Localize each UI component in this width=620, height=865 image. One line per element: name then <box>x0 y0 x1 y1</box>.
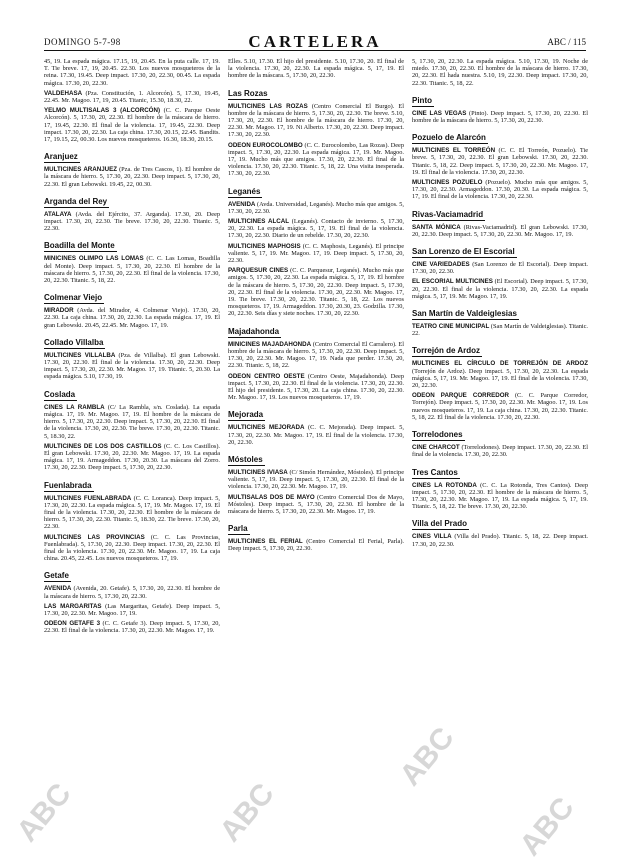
cinema-name: ODEON PARQUE CORREDOR <box>412 392 509 400</box>
cinema-name: MULTICINES EL FERIAL <box>228 538 303 546</box>
listing-text: (Centro Oeste, Majadahonda). Deep impact. 5, 17.30, 20, 22.30. El final de la violencia. 17.30, 20, 22.30. El hijo del presidente. 5, 17.30, 20. La caja china. 17.30, 20, 22.30. Mr. Magoo. 17, 19. Los nuevos mosqueteros. 17, 19. <box>228 372 404 402</box>
town-heading: Mejorada <box>228 410 264 420</box>
listing-text: (Avenida, 20. Getafe). 5, 17.30, 20, 22.30. El hombre de la máscara de hierro. 5, 17.30, 20, 22.30. <box>44 585 220 600</box>
cinema-listing <box>412 392 588 421</box>
town-heading: Tres Cantos <box>412 467 458 477</box>
listing-text: (Centro Comercial El Burgo). El hombre de la máscara de hierro. 5, 17.30, 20, 22.30. Tie breve. 5.10, 17.30, 20, 22.30. El hombre de la máscara de hierro. 17.30, 20, 22.30. Mr. Magoo. 17, 19. Ni Alberto. 17.30, 20, 22.30. Deep impact. 17.30, 20, 22.30. <box>228 102 404 139</box>
town-heading: Móstoles <box>228 454 263 464</box>
town-heading: Coslada <box>44 389 76 399</box>
cinema-listing <box>412 482 588 511</box>
watermark-logo: ABC <box>393 721 461 793</box>
cinema-listing <box>44 534 220 563</box>
town-heading: Collado Villalba <box>44 337 104 347</box>
town-heading: San Martín de Valdeiglesias <box>412 309 517 319</box>
page-header <box>44 32 586 51</box>
listing-text: (C. C. Las Provincias, Fuenlabrada). 5, 17.30, 20, 22.30. Deep impact. 17.30, 20, 22.30. El final de la violencia. 17.30, 20, 22.30. Mr. Magoo. 17, 19. La caja china. 20.45, 22.45. Los nuevos mosqueteros. 17, 19. <box>44 533 220 563</box>
listing-text: Elles. 5.10, 17.30. El hijo del presidente. 5.10, 17.30, 20. El final de la violencia. 17.30, 20, 22.30. La espada mágica. 5, 17, 19. El hombre de la máscara. 5, 17.30, 20, 22.30. <box>228 58 404 80</box>
listing-text: (Rivas-Vaciamadrid). El gran Lebowski. 17.30, 20, 22.30. Deep impact. 5, 17.30, 20, 22.30. Mr. Magoo. 17, 19. <box>412 223 588 238</box>
listing-text: (C. C. Los Castillos). El gran Lebowski. 17.30, 20, 22.30. Mr. Magoo. 17, 19. La espada mágica. 17, 19. Armageddon. 17.30, 20.30. La máscara del Zorro. 17.30, 20, 22.30. Deep impact. 5, 17.30, 20, 22.30. <box>44 442 220 472</box>
cinema-listing <box>228 201 404 215</box>
listing-text: (Villa del Prado). Titanic. 5, 18, 22. Deep impact. 17.30, 20, 22.30. <box>412 533 588 548</box>
listing-text: (C. C. Mejorada). Deep impact. 5, 17.30, 20, 22.30. Mr. Magoo. 17, 19. El final de la violencia. 17.30, 20, 22.30. <box>228 424 404 446</box>
town-heading: Getafe <box>44 571 69 581</box>
cinema-listing <box>228 373 404 402</box>
town-heading: Boadilla del Monte <box>44 241 115 251</box>
cinema-name: MULTICINES FUENLABRADA <box>44 494 132 502</box>
town-heading: Torrelodones <box>412 430 463 440</box>
cinema-listing <box>228 341 404 370</box>
cinema-name: LAS MARGARITAS <box>44 602 102 610</box>
cinema-listing <box>44 58 220 87</box>
cinema-listing <box>44 211 220 233</box>
listing-text: (El Escorial). Deep impact. 5, 17.30, 20, 22.30. El final de la violencia. 17.30, 20, 22.30. La espada mágica. 5, 17, 19. Mr. Magoo. 17, 19. <box>412 278 588 300</box>
town-heading: Rivas-Vaciamadrid <box>412 209 484 219</box>
watermark-logo: ABC <box>513 791 581 863</box>
cinema-name: YELMO MULTISALAS 3 (ALCORCÓN) <box>44 107 161 115</box>
listing-text: (Pinto). Deep impact. 5, 17.30, 20, 22.30. El hombre de la máscara de hierro. 5, 17.30, 20, 22.30. <box>412 109 588 125</box>
cinema-name: MULTICINES LAS ROZAS <box>228 102 308 110</box>
listing-text: (Centro Comercial El Ferial, Parla). Deep impact. 5, 17.30, 20, 22.30. <box>228 538 404 553</box>
cinema-name: MULTICINES EL TORREÓN <box>412 147 496 155</box>
listing-text: (Torrejón de Ardoz). Deep impact. 5, 17.30, 20, 22.30. La espada mágica. 5, 17, 19. Mr. Magoo. 17, 19. El final de la violencia. 17.30, 20, 22.30. <box>412 367 588 390</box>
cinema-name: CINE VARIEDADES <box>412 261 470 269</box>
cinema-name: MULTICINES LAS PROVINCIAS <box>44 533 145 541</box>
cinema-name: TEATRO CINE MUNICIPAL <box>412 323 490 331</box>
listing-text: (Centro Comercial El Carralero). El hombre de la máscara de hierro. 5, 17.30, 20, 22.30. Deep impact. 5, 17.30, 20, 22.30. Mr. Magoo. 17, 19. Nada que perder. 17.30, 20, 22.30. Titanic. 5, 18, 22. <box>228 340 404 370</box>
cinema-listing <box>228 538 404 552</box>
issue-date: DOMINGO 5-7-98 <box>44 37 121 47</box>
cinema-name: SANTA MÓNICA <box>412 223 461 231</box>
listing-text: (Pza. Constitución, 1. Alcorcón). 5, 17.30, 19.45, 22.45. Mr. Magoo. 17, 19, 20.45. Titanic, 15.30, 18.30, 22. <box>44 89 220 105</box>
cinema-name: ODEON GETAFE 3 <box>44 620 101 628</box>
cinema-name: MULTICINES MAPHOSIS <box>228 242 301 250</box>
column-center <box>228 58 404 858</box>
town-heading: Leganés <box>228 186 261 196</box>
town-heading: Parla <box>228 524 248 534</box>
listing-text: (Pozuelo). Mucho más que amigos. 5, 17.30, 20, 22.30. Armageddon. 17.30, 20.30. La espada mágica. 5, 17, 19. El final de la violencia. 17.30, 20, 22.30. <box>412 179 588 201</box>
cinema-name: ODEON CENTRO OESTE <box>228 372 305 380</box>
listing-text: (C. C. Loranca). Deep impact. 5, 17.30, 20, 22.30. La espada mágica. 5, 17, 19. Mr. Magoo. 17, 19. El final de la violencia. 17.30, 20, 22.30. El hombre de la máscara de hierro. 5, 17.30, 20, 22.30. Titanic. 5, 18.30, 22. Tie breve. 17.30, 20, 22.30. <box>44 494 220 531</box>
listing-text: (C. C. Parquesur, Leganés). Mucho más que amigos. 5, 17.30, 20, 22.30. La espada mágica. 5, 17, 19. El hombre de la máscara de hierro. 5, 17.30, 20, 22.30. Deep impact. 5, 17.30, 20, 22.30. El final de la violencia. 17.30, 20, 22.30. Mr. Magoo. 17, 19. Tie breve. 17.30, 20, 22.30. Titanic. 5, 18, 22. Los nuevos mosqueteros. 17, 19. Armageddon. 17.30, 20.30, 23. Godzilla. 17.30, 20, 22.30. Seis días y siete noches. 17.30, 20, 22.30. <box>228 267 404 318</box>
watermark-logo: ABC <box>10 777 78 849</box>
cinema-name: MINICINES MAJADAHONDA <box>228 340 312 348</box>
listing-text: (Las Margaritas, Getafe). Deep impact. 5, 17.30, 20, 22.30. Mr. Magoo. 17, 19. <box>44 602 220 617</box>
cinema-listing <box>44 166 220 188</box>
listing-text: (San Lorenzo de El Escorial). Deep impact. 17.30, 20, 22.30. <box>412 261 588 276</box>
listing-text: (C. C. Maphosis, Leganés). El principe valiente. 5, 17, 19. Mr. Magoo. 17, 19. Deep impact. 5, 17.30, 20, 22.30. <box>228 242 404 265</box>
listing-text: (C. C. Las Lomas, Boadilla del Monte). Deep impact. 5, 17.30, 20, 22.30. El hombre de la máscara de hierro. 5, 17.30, 20, 22.30. El final de la violencia. 17.30, 20, 22.30. Titanic. 5, 18, 22. <box>44 255 220 285</box>
cinema-name: MULTICINES DE LOS DOS CASTILLOS <box>44 442 162 450</box>
cinema-name: CINE LAS VEGAS <box>412 109 467 117</box>
listing-text: (C. C. El Torreón, Pozuelo). Tie breve. 5, 17.30, 20, 22.30. El gran Lebowski. 17.30, 20, 22.30. Titanic. 5, 18, 22. Deep impact. 5, 17.30, 20, 22.30. Mr. Magoo. 17, 19. El final de la violencia. 17.30, 20, 22.30. <box>412 147 588 176</box>
cinema-name: VALDEHASA <box>44 89 83 97</box>
cinema-listing <box>412 147 588 176</box>
listing-text: (C/ Simón Hernández, Móstoles). El principe valiente. 5, 17, 19. Deep impact. 5, 17.30, 20, 22.30. El final de la violencia. 17.30, 20, 22.30. Mr. Magoo. 17, 19. <box>228 468 404 491</box>
cinema-listing <box>412 224 588 238</box>
cinema-listing <box>44 352 220 381</box>
cinema-name: EL ESCORIAL MULTICINES <box>412 278 493 286</box>
listing-text: 5, 17.30, 20, 22.30. La espada mágica. 5.10, 17.30, 19. Noche de miedo. 17.30, 20, 22.30. El hombre de la máscara de hierro. 17.30, 20, 22.30. El hada nuestra. 5.10, 19, 22.30. Deep impact. 17.30, 20, 22.30. Titanic. 5, 18, 22. <box>412 58 588 87</box>
cinema-listing <box>412 323 588 337</box>
cinema-name: CINES LA RAMBLA <box>44 403 105 411</box>
cinema-listing <box>228 58 404 80</box>
listing-text: (Pza. de Villalba). El gran Lebowski. 17.30, 20, 22.30. El final de la violencia. 17.30, 20, 22.30. Deep impact. 5, 17.30, 20, 22.30. Mr. Magoo. 17, 19. Titanic. 5, 20.30. La espada mágica. 5.10, 17.30, 19. <box>44 351 220 381</box>
listing-text: (C/ La Rambla, s/n. Coslada). La espada mágica. 17, 19. Mr. Magoo. 17, 19. El hombre de la máscara de hierro. 5, 17.30, 20, 22.30. Deep impact. 5, 17.30, 20, 22.30. El final de la violencia. 17.30, 20, 22.30. Tie breve. 17.30, 20, 22.30. Titanic. 5, 18.30, 22. <box>44 403 220 440</box>
listing-text: (C. C. Parque Oeste Alcorcón). 5, 17.30, 20, 22.30. El hombre de la máscara de hierro. 17, 19.45, 22.30. El final de la violencia. 17, 19.45, 22.30. Deep impact. 17.30, 20, 22.30. La caja china. 17.30, 20.15, 22.45. Bandits. 17, 19.15, 22, 00.30. Los nuevos mosqueteros. 16.30, 18.30, 20.15. <box>44 107 220 144</box>
cinema-listing <box>228 469 404 491</box>
cinema-name: CINES VILLA <box>412 533 452 541</box>
town-heading: Majadahonda <box>228 326 280 336</box>
cinema-name: PARQUESUR CINES <box>228 267 289 275</box>
listing-text: (Centro Comercial Dos de Mayo, Móstoles). Deep impact. 5, 17.30, 20, 22.30. El hombre de la máscara de hierro. 5, 17.30, 20, 22.30. Mr. Magoo. 17, 19. <box>228 493 404 515</box>
listing-text: (C. C. Getafe 3). Deep impact. 5, 17.30, 20, 22.30. El final de la violencia. 17.30, 20, 22.30. Mr. Magoo. 17, 19. <box>44 620 220 635</box>
town-heading: Las Rozas <box>228 88 268 98</box>
cinema-listing <box>44 90 220 104</box>
cinema-listing <box>412 360 588 389</box>
cinema-name: MIRADOR <box>44 307 74 315</box>
cinema-name: MULTICINES EL CÍRCULO DE TORREJÓN DE ARDOZ <box>412 360 588 368</box>
cinema-listing <box>228 218 404 240</box>
column-right <box>412 58 588 858</box>
cinema-name: ATALAYA <box>44 210 72 218</box>
cinema-listing <box>412 444 588 458</box>
cinema-listing <box>228 103 404 139</box>
town-heading: Fuenlabrada <box>44 480 92 490</box>
listing-text: (San Martín de Valdeiglesias). Titanic. 22. <box>412 323 588 338</box>
town-heading: Arganda del Rey <box>44 196 108 206</box>
section-title: CARTELERA <box>248 32 382 51</box>
cinema-listing <box>228 494 404 516</box>
cinema-name: MULTICINES POZUELO <box>412 179 483 187</box>
cinema-listing <box>228 424 404 446</box>
cinema-listing <box>412 110 588 124</box>
cinema-name: MULTISALAS DOS DE MAYO <box>228 493 315 501</box>
cinema-listing <box>44 107 220 143</box>
town-heading: Villa del Prado <box>412 519 467 529</box>
town-heading: San Lorenzo de El Escorial <box>412 247 515 257</box>
cinema-name: ODEON EUROCOLOMBO <box>228 141 303 149</box>
cinema-listing <box>412 261 588 275</box>
watermark-logo: ABC <box>213 777 281 849</box>
cinema-name: MULTICINES ALCAL <box>228 218 289 226</box>
cinema-listing <box>44 620 220 634</box>
cinema-listing <box>44 443 220 472</box>
town-heading: Pozuelo de Alarcón <box>412 133 486 143</box>
cinema-listing <box>44 495 220 531</box>
listing-text: (C. C. Parque Corredor, Torrejón). Deep impact. 5, 17.30, 20, 22.30. Mr. Magoo. 17, 19. Los nuevos mosqueteros. 17, 19. La caja china. 17.30, 20, 22.30. Titanic. 5, 18, 22. El final de la violencia. 17.30, 20, 22.30. <box>412 392 588 421</box>
cinema-listing <box>228 142 404 178</box>
listing-text: (Pza. de Tres Cascos, 1). El hombre de la máscara de hierro. 5, 17.30, 20, 22.30. Deep impact. 5, 17.30, 20, 22.30. El gran Lebowski. 19.45, 22, 00.30. <box>44 166 220 188</box>
cinema-listing <box>44 603 220 617</box>
page-number: ABC / 115 <box>547 37 586 47</box>
cinema-name: MINICINES OLIMPO LAS LOMAS <box>44 255 144 263</box>
cinema-name: CINE CHARCOT <box>412 444 460 452</box>
cinema-name: AVENIDA <box>228 200 256 208</box>
cinema-name: AVENIDA <box>44 585 72 593</box>
cinema-name: MULTICINES ARANJUEZ <box>44 166 118 174</box>
listing-text: (C. C. La Rotonda, Tres Cantos). Deep impact. 5, 17.30, 20, 22.30. El hombre de la máscara de hierro. 5, 17.30, 20, 22.30. Mr. Magoo. 17, 19. La espada mágica. 5, 17, 19. Titanic. 5, 18, 22. Tie breve. 17.30, 20, 22.30. <box>412 481 588 511</box>
cinema-listing <box>228 267 404 317</box>
listing-text: (Avda. del Mirador, 4. Colmenar Viejo). 17.30, 20, 22.30. La caja china. 17.30, 20, 22.30. La espada mágica. 17, 19. El gran Lebowski. 20.45, 22.45. Mr. Magoo. 17, 19. <box>44 307 220 329</box>
cinema-listing <box>412 278 588 300</box>
cinema-listing <box>44 404 220 440</box>
cinema-name: MULTICINES IVIASA <box>228 468 288 476</box>
listing-text: (Leganés). Contacto de invierno. 5, 17.30, 20, 22.30. La espada mágica. 5, 17, 19. El final de la violencia. 17.30, 20, 22.30. Diario de un rebelde. 17.30, 20, 22.30. <box>228 218 404 240</box>
town-heading: Pinto <box>412 95 432 105</box>
listing-text: 45, 19. La espada mágica. 17.15, 19, 20.45. En la puta calle. 17, 19. T. Tie breve. 17, 19, 20.45. 22.30. Los nuevos mosqueteros de la reina. 17.30, 19.45. Deep impact. 17.30, 20, 22.30, 00.45. La espada mágica. 17.30, 20, 22.30. <box>44 58 220 87</box>
cinema-listing <box>412 58 588 87</box>
cinema-listing <box>228 243 404 265</box>
listing-text: (C. C. Eurocolombo, Las Rozas). Deep impact. 5, 17.30, 20, 22.30. La espada mágica. 17, 19. Mr. Magoo. 17, 19. Mucho más que amigos. 17.30, 20, 22.30. El final de la violencia. 17.30, 20, 22.30. Titanic. 5, 18, 22. Una visita inesperada. 17.30, 20, 22.30. <box>228 141 404 178</box>
cinema-listing <box>412 179 588 201</box>
column-left <box>44 58 220 858</box>
listing-text: (Torrelodones). Deep impact. 17.30, 20, 22.30. El final de la violencia. 17.30, 20, 22.30. <box>412 444 588 459</box>
cinema-listing <box>44 585 220 599</box>
town-heading: Torrejón de Ardoz <box>412 346 480 356</box>
cinema-name: MULTICINES MEJORADA <box>228 424 305 432</box>
cinema-name: CINES LA ROTONDA <box>412 481 477 489</box>
cinema-name: MULTICINES VILLALBA <box>44 351 116 359</box>
cinema-listing <box>412 533 588 547</box>
listing-text: (Avda. del Ejército, 37. Arganda). 17.30, 20. Deep impact. 17.30, 20, 22.30. Tie breve. 17.30, 20, 22.30. Titanic. 5, 22.30. <box>44 210 220 233</box>
town-heading: Colmenar Viejo <box>44 293 103 303</box>
cinema-listing <box>44 255 220 284</box>
cinema-listing <box>44 307 220 329</box>
town-heading: Aranjuez <box>44 152 78 162</box>
listing-text: (Avda. Universidad, Leganés). Mucho más que amigos. 5, 17.30, 20, 22.30. <box>228 200 404 215</box>
